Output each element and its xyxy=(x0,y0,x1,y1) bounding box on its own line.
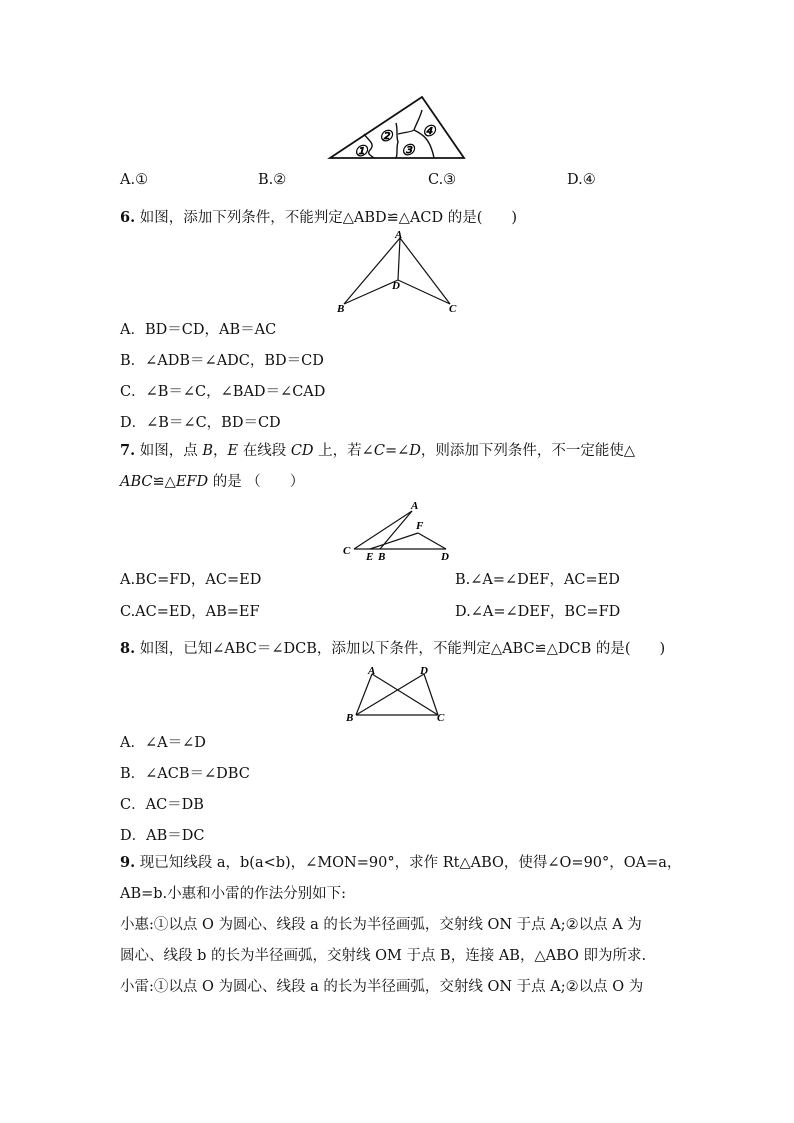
q7-label-b: B xyxy=(378,551,386,563)
q9-number: 9. xyxy=(120,854,136,871)
q5-option-d[interactable]: D.④ xyxy=(567,172,596,188)
q7-seg-ca xyxy=(354,511,412,549)
q9-line2: AB=b.小惠和小雷的作法分别如下: xyxy=(120,886,347,902)
q5-option-b[interactable]: B.② xyxy=(258,172,287,188)
q7-text-11: ，则添加下列条件，不一定能使△ xyxy=(420,443,636,459)
q7-text-5: 在线段 xyxy=(238,443,291,459)
q7-label-c: C xyxy=(343,545,351,557)
q7-seg-ef xyxy=(370,533,418,549)
q7-stem-line1 xyxy=(120,441,635,461)
q9-line1 xyxy=(120,853,681,873)
q9-line3: 小惠:①以点 O 为圆心、线段 a 的长为半径画弧，交射线 ON 于点 A;②以点 A 为 xyxy=(120,917,642,933)
q9-line4: 圆心、线段 b 的长为半径画弧，交射线 OM 于点 B，连接 AB，△ABO 即为所求. xyxy=(120,948,647,964)
q7-text-7: 上，若∠ xyxy=(313,443,374,459)
q5-label-4: ④ xyxy=(422,124,436,140)
q7-text-1: 如图，点 xyxy=(139,443,203,459)
q9-line5: 小雷:①以点 O 为圆心、线段 a 的长为半径画弧，交射线 ON 于点 A;②以点 O 为 xyxy=(120,979,644,995)
q7-text-9: =∠ xyxy=(384,443,410,459)
q7-label-a: A xyxy=(411,500,419,512)
q6-seg-ab xyxy=(344,238,400,304)
q7-number: 7. xyxy=(120,442,136,459)
q6-seg-ad xyxy=(398,238,400,280)
q7-text-4: E xyxy=(227,443,239,459)
q5-crack-2 xyxy=(396,123,398,158)
q6-number: 6. xyxy=(120,209,136,226)
q8-label-d: D xyxy=(420,665,428,677)
q5-label-3: ③ xyxy=(401,143,415,159)
q6-seg-bd xyxy=(344,280,398,304)
q8-number: 8. xyxy=(120,640,136,657)
q7-text-8: C xyxy=(373,443,385,459)
q8-seg-dc xyxy=(424,674,438,715)
q8-option-d[interactable]: D．AB＝DC xyxy=(120,828,205,844)
q8-option-c[interactable]: C．AC＝DB xyxy=(120,797,204,813)
q7-text-12: ABC xyxy=(120,474,153,490)
q6-option-c[interactable]: C．∠B＝∠C，∠BAD＝∠CAD xyxy=(120,384,326,400)
q6-label-a: A xyxy=(395,230,403,241)
q8-option-a[interactable]: A．∠A＝∠D xyxy=(120,735,206,751)
q6-option-b[interactable]: B．∠ADB＝∠ADC，BD＝CD xyxy=(120,353,324,369)
q8-seg-ac xyxy=(372,674,438,715)
q6-label-b: B xyxy=(337,303,345,315)
q6-stem xyxy=(120,208,517,228)
q6-seg-cd xyxy=(398,280,450,304)
q6-figure xyxy=(334,230,464,316)
q6-label-d: D xyxy=(392,280,400,292)
q6-option-d[interactable]: D．∠B＝∠C，BD＝CD xyxy=(120,415,281,431)
q5-option-a[interactable]: A.① xyxy=(120,172,149,188)
q8-label-b: B xyxy=(346,712,354,724)
q7-text-6: CD xyxy=(290,443,314,459)
q7-option-a[interactable]: A.BC=FD，AC=ED xyxy=(120,572,262,588)
q7-text-10: D xyxy=(409,443,421,459)
q6-stem-text: 如图，添加下列条件，不能判定△ABD≌△ACD 的是( ) xyxy=(139,210,518,226)
q8-option-b[interactable]: B．∠ACB＝∠DBC xyxy=(120,766,250,782)
q7-option-c[interactable]: C.AC=ED，AB=EF xyxy=(120,604,260,620)
q7-figure xyxy=(340,498,456,564)
q8-label-a: A xyxy=(368,665,376,677)
q6-label-c: C xyxy=(449,303,457,315)
q7-text-13: ≌△ xyxy=(152,474,176,490)
q8-seg-ab xyxy=(356,674,372,715)
q6-option-a[interactable]: A．BD＝CD，AB＝AC xyxy=(120,322,277,338)
q7-option-b[interactable]: B.∠A=∠DEF，AC=ED xyxy=(455,572,620,588)
q8-seg-db xyxy=(356,674,424,715)
q8-figure xyxy=(344,664,450,726)
q9-line1-text: 现已知线段 a，b(a<b)，∠MON=90°，求作 Rt△ABO，使得∠O=90°，OA=a， xyxy=(139,855,682,871)
q7-seg-fd xyxy=(418,533,446,549)
q7-text-2: B xyxy=(202,443,214,459)
q6-seg-ac xyxy=(400,238,450,304)
q8-stem-text: 如图，已知∠ABC＝∠DCB，添加以下条件，不能判定△ABC≌△DCB 的是( ) xyxy=(139,641,666,657)
q5-label-1: ① xyxy=(354,144,368,160)
q7-label-e: E xyxy=(366,551,374,563)
q7-text-3: ， xyxy=(213,443,228,459)
q7-text-14: EFD xyxy=(175,474,209,490)
q7-option-d[interactable]: D.∠A=∠DEF，BC=FD xyxy=(455,604,621,620)
q7-seg-ab xyxy=(380,511,412,549)
q5-figure xyxy=(326,94,468,162)
q5-label-2: ② xyxy=(379,129,393,145)
q8-stem xyxy=(120,639,665,659)
q5-crack-4 xyxy=(398,130,414,134)
q8-label-c: C xyxy=(437,712,445,724)
q7-label-f: F xyxy=(416,520,424,532)
q7-label-d: D xyxy=(441,551,449,563)
q7-stem-line2 xyxy=(120,472,304,492)
q7-text-15: 的是 （ ） xyxy=(208,474,305,490)
q5-option-c[interactable]: C.③ xyxy=(428,172,457,188)
